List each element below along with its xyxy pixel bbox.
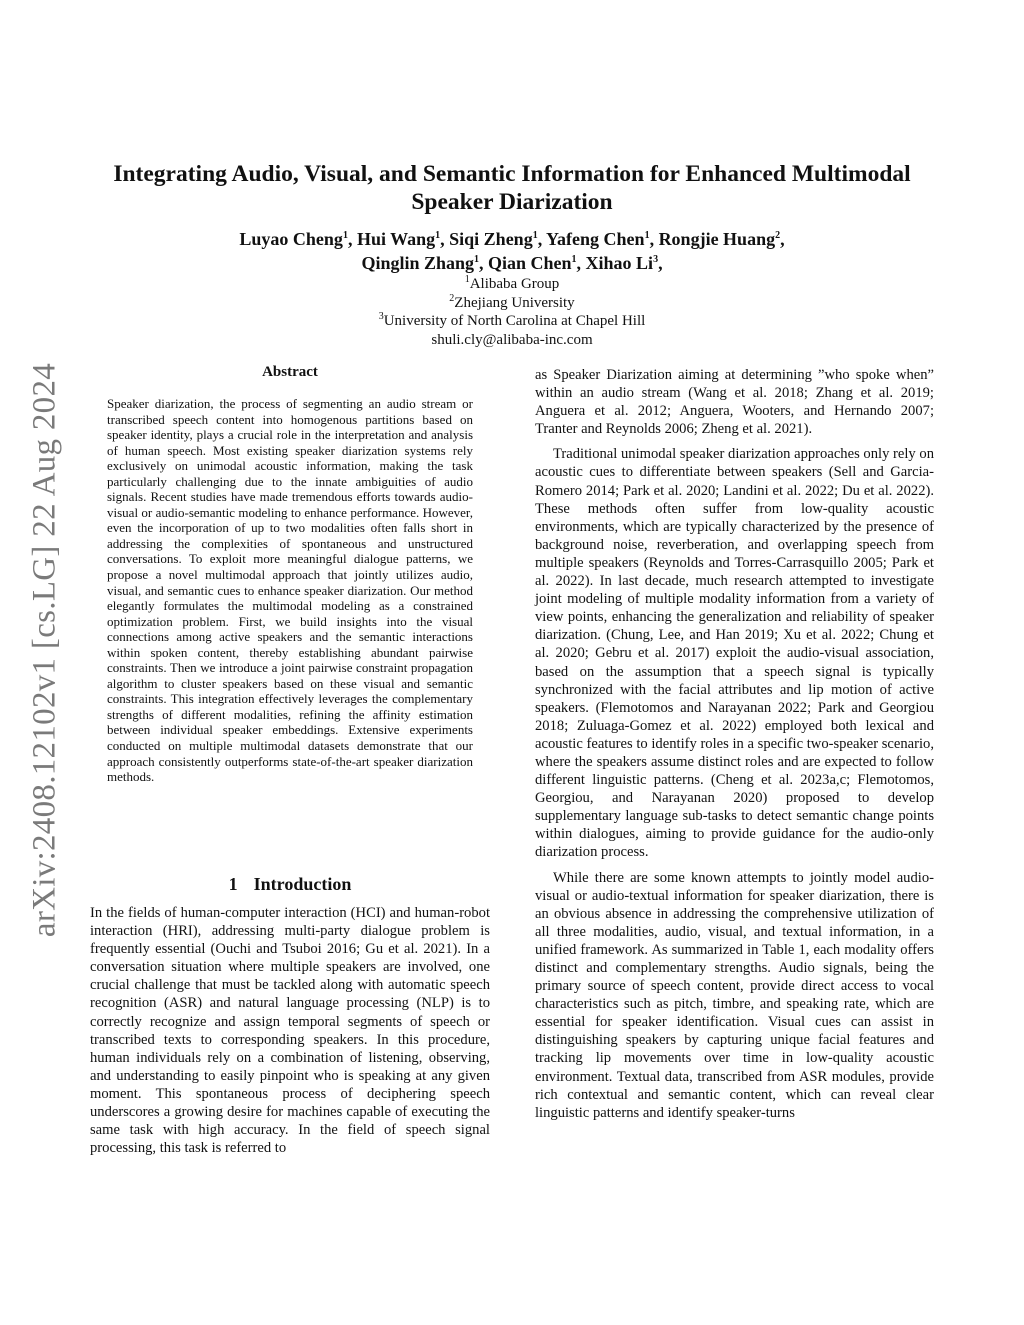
affiliation-name: Zhejiang University	[454, 294, 575, 311]
author-affiliation-mark: 2	[775, 230, 781, 241]
author-line-2: Qinglin Zhang$^1$, Qian Chen$^1$, Xihao Li$^3$,	[361, 253, 663, 273]
author-affiliation-mark: 1	[644, 230, 650, 241]
body-paragraph: as Speaker Diarization aiming at determining ”who spoke when” within an audio stream (Wang et al. 2018; Zhang et al. 2019; Anguera et al. 2012; Anguera, Wooters, and Hernando 2007; Tranter and Reynolds 2006; Zheng et al. 2021).	[535, 367, 934, 438]
author-affiliation-mark: 1	[571, 254, 577, 265]
body-paragraph: Traditional unimodal speaker diarization approaches only rely on acoustic cues to differentiate between speakers (Sell and Garcia-Romero 2014; Park et al. 2020; Landini et al. 2022; Du et al. 2022). These methods often suffer from low-quality acoustic environments, which are typically characterized by the presence of background noise, reverberation, and overlapping speech from multiple speakers (Reynolds and Torres-Carrasquillo 2005; Park et al. 2022). In last decade, much research attempted to investigate joint modeling of multiple modality information from a variety of view points, enhancing the generalization and reliability of speaker diarization. (Chung, Lee, and Han 2019; Xu et al. 2022; Chung et al. 2020; Gebru et al. 2017) exploit the audio-visual association, based on the assumption that a speech signal is typically synchronized with the facial attributes and lip motion of active speakers. (Flemotomos and Narayanan 2022; Park and Georgiou 2018; Zuluaga-Gomez et al. 2022) employed both lexical and acoustic features to identify roles in a specific two-speaker scenario, where the speakers assume distinct roles and are expected to follow different linguistic patterns. (Cheng et al. 2023a,c; Flemotomos, Georgiou, and Narayanan 2020) proposed to develop supplementary language sub-tasks to detect semantic change points within dialogues, aiming to provide guidance for the audio-only diarization process.	[535, 446, 934, 861]
author-name: Luyao Cheng	[239, 229, 343, 249]
affiliation-name: University of North Carolina at Chapel Hill	[383, 313, 646, 329]
title-line-2: Speaker Diarization	[411, 189, 613, 215]
affiliation	[90, 294, 934, 313]
author-affiliation-mark: 1	[474, 254, 479, 265]
author-name: Yafeng Chen	[546, 229, 645, 249]
author-name: Rongjie Huang	[658, 229, 776, 249]
affiliation-list	[90, 275, 934, 349]
contact-email: shuli.cly@alibaba-inc.com	[431, 331, 593, 348]
paper-title	[90, 160, 934, 216]
author-name: Qian Chen	[488, 253, 572, 273]
author-name: Siqi Zheng	[449, 229, 533, 249]
author-affiliation-mark: 1	[342, 230, 348, 241]
affiliation	[90, 312, 934, 331]
author-list	[90, 227, 934, 275]
section-number: 1	[228, 874, 238, 894]
body-paragraph: While there are some known attempts to jointly model audio-visual or audio-textual information for speaker diarization, there is an obvious absence in addressing the comprehensive utilization of all three modalities, audio, visual, and textual information, in a unified framework. As summarized in Table 1, each modality offers distinct and complementary strengths. Audio signals, being the primary source of speech content, provide direct access to vocal characteristics such as pitch, timbre, and speaking rate, which are essential for speaker identification. Visual cues can assist in distinguishing speakers by capturing unique facial features and tracking lip movements over time in low-quality acoustic environment. Textual data, transcribed from ASR modules, provide rich contextual and semantic content, which can reveal clear linguistic patterns and identify speaker-turns	[535, 869, 934, 1121]
affiliation-number: 1	[464, 274, 470, 285]
author-line-1: Luyao Cheng$^1$, Hui Wang$^1$, Siqi Zheng$^1$, Yafeng Chen$^1$, Rongjie Huang$^2$,	[239, 229, 785, 249]
author-affiliation-mark: 3	[653, 254, 659, 265]
arxiv-identifier: arXiv:2408.12102v1 [cs.LG] 22 Aug 2024	[26, 362, 63, 938]
affiliation-number: 2	[449, 292, 455, 304]
author-name: Qinglin Zhang	[361, 253, 474, 273]
author-name: Hui Wang	[356, 229, 436, 249]
abstract-text: Speaker diarization, the process of segmenting an audio stream or transcribed speech content into homogenous partitions based on speaker identity, plays a crucial role in the interpretation and analysis of human speech. Most existing speaker diarization systems rely exclusively on unimodal acoustic information, making the task particularly challenging due to the innate ambiguities of audio signals. Recent studies have made tremendous efforts towards audio-visual or audio-semantic modeling to enhance performance. However, even the incorporation of up to two modalities often falls short in addressing the complexities of spontaneous and unstructured conversations. To exploit more meaningful dialogue patterns, we propose a novel multimodal approach that jointly utilizes audio, visual, and semantic cues to enhance speaker diarization. Our method elegantly formulates the multimodal modeling as a constrained optimization problem. First, we build insights into the visual connections among active speakers and the semantic interactions within spoken content, thereby establishing abundant pairwise constraints. Then we introduce a joint pairwise constraint propagation algorithm to cluster speakers based on these visual and semantic constraints. This integration effectively leverages the complementary strengths of different modalities, refining the affinity estimation between individual speaker embeddings. Extensive experiments conducted on multiple multimodal datasets demonstrate that our approach consistently outperforms state-of-the-art speaker diarization methods.	[107, 396, 473, 785]
title-line-1: Integrating Audio, Visual, and Semantic Information for Enhanced Multimodal	[113, 161, 911, 187]
right-column	[535, 366, 934, 1129]
affiliation-name: Alibaba Group	[469, 276, 560, 292]
author-name: Xihao Li	[585, 253, 654, 273]
introduction-paragraph: In the fields of human-computer interaction (HCI) and human-robot interaction (HRI), addressing multi-party dialogue problem is frequently essential (Ouchi and Tsuboi 2016; Gu et al. 2021). In a conversation situation where multiple speakers are involved, one crucial challenge that must be tackled along with automatic speech recognition (ASR) and natural language processing (NLP) is to correctly recognize and assign temporal segments of speech or transcribed texts to corresponding speakers. In this procedure, human individuals rely on a combination of listening, observing, and understanding to easily pinpoint who is speaking at any given moment. This spontaneous process of deciphering speech underscores a growing desire for machines capable of executing the same task with high accuracy. In the field of speech signal processing, this task is referred to	[90, 905, 490, 1157]
affiliation-number: 3	[378, 311, 384, 322]
author-affiliation-mark: 1	[532, 230, 538, 241]
author-affiliation-mark: 1	[435, 230, 441, 241]
affiliation	[90, 275, 934, 294]
section-title: Introduction	[253, 874, 352, 894]
section-heading	[90, 874, 490, 895]
arxiv-sidebar	[22, 350, 68, 950]
abstract-heading: Abstract	[262, 364, 318, 380]
